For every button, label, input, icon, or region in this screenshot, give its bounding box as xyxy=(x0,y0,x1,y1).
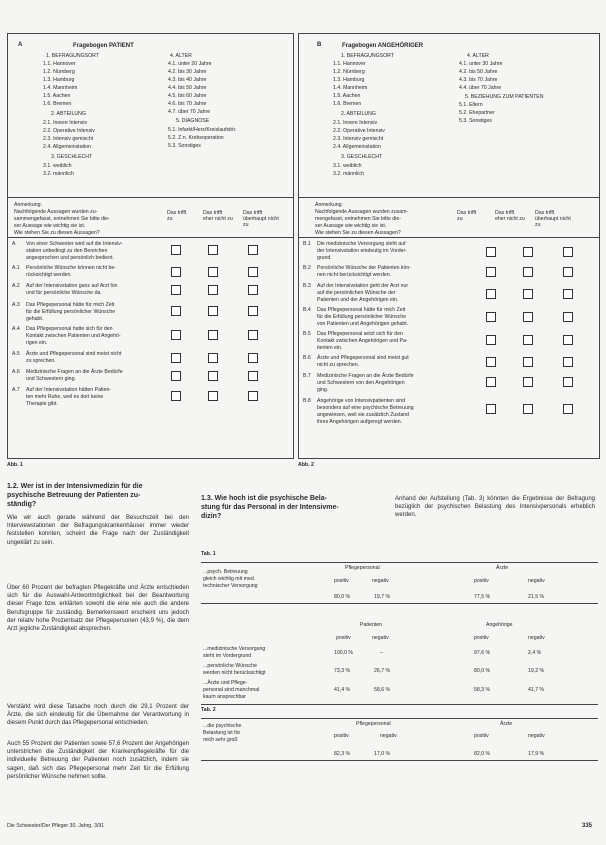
fig-b-letter: B xyxy=(317,42,322,48)
checkbox-a-0-3[interactable] xyxy=(248,245,258,255)
section-1-2-para: Über 60 Prozent der befragten Pflegekräfte und Ärzte entschieden sich für die Auswahl-Antwortmöglichkeit bei der Beantwortung dieser Frage bzw. erklärten sowohl die eine wie auch die andere Berufsgruppe für zuständig. Bemerkenswert erscheint uns jedoch der relativ hohe Prozentsatz der Pflegepersonen (43,9 %), die dem Arzt jegliche Zuständigkeit absprechen. xyxy=(7,585,189,633)
tab1-value: 77,5 % xyxy=(474,594,491,600)
tab1-top-rule xyxy=(201,562,598,563)
tab2-value: 73,3 % xyxy=(334,668,351,674)
checkbox-b-6-3[interactable] xyxy=(563,377,573,387)
tab1-label: Tab. 1 xyxy=(201,551,216,557)
tab1-group-1: Pflegepersonal xyxy=(345,565,380,571)
checkbox-a-4-2[interactable] xyxy=(208,330,218,340)
checkbox-b-1-3[interactable] xyxy=(563,267,573,277)
section-1-2-para: Wie wir auch gerade während der Besuchszeit bei den Interviewstationen der Befragungskrankenhäuser immer wieder feststellen konnten, scheint die Frage nach der Zuständigkeit ungeklärt zu sein. xyxy=(7,515,189,546)
fig-b-caption: Abb. 2 xyxy=(298,462,314,468)
checkbox-a-4-3[interactable] xyxy=(248,330,258,340)
fig-b-title: Fragebogen ANGEHÖRIGER xyxy=(342,43,424,49)
tab2-value: 2,4 % xyxy=(528,650,542,656)
checkbox-b-1-2[interactable] xyxy=(523,267,533,277)
tab2-value: 41,7 % xyxy=(528,687,545,693)
figure-b: B Fragebogen ANGEHÖRIGER 1. BEFRAGUNGSORT 1.1. Hannover 1.2. Nürnberg 1.3. Hamburg 1.4. Mannheim 1.5. Aachen 1.6. Bremen 2. ABTEILUNG 2.1. Innere Intensiv 2.2. Operative Intensiv 2.3. Intensiv gemischt 2.4. Allgemeinstation 3. GESCHLECHT 3.1. weiblich 3.2. männlich 4. ALTER 4.1. unter 30 Jahre 4.2. bis 50 Jahre 4.3. bis 70 Jahre 4.4. über 70 Jahre 5. BEZIEHUNG ZUM PATIENTEN 5.1. Eltern 5.2. Ehepartner 5.3. Sonstiges Anmerkung: Nachfolgende Aussagen wurden zusam- mengefasst, entnehmen Sie bitte die- ser Aussage wie wichtig sie ist. Wie stehen Sie zu diesen Aussagen? Das trifft zu Das trifft eher nicht zu Das trifft überhaupt nicht zu B.1 Die medizinische Versorgung steht auf der Intensivstation eindeutig im Vorder- grund. B.2 Persönliche Wünsche der Patienten kön- nen nicht berücksichtigt werden. B.3 Auf der Intensivstation geht der Arzt nur auf die persönlichen Wünsche der Patienten und der Angehörigen ein. B.4 Das Pflegepersonal hätte für mich Zeit für die Erfüllung persönlicher Wünsche von Patienten und Angehörigen gehabt. B.5 Das Pflegepersonal setzt sich für den Kontakt zwischen Angehörigen und Pa- tienten ein. B.6 Ärzte und Pflegepersonal sind meist gut nicht zu sprechen. B.7 Medizinische Fragen an die Ärzte Bedürfe und Schwestern von den Angehörigen ging. B.8 Angehörige von Intensivpatienten sind besonders auf eine psychische Betreuung angewiesen, weil sie zusätzlich Zustand ihres Angehörigen aufgeregt werden. xyxy=(298,33,600,459)
tab3-group-1: Pflegepersonal xyxy=(356,721,391,727)
tab1-value: 19,7 % xyxy=(374,594,391,600)
checkbox-a-1-2[interactable] xyxy=(208,267,218,277)
checkbox-a-4-1[interactable] xyxy=(171,330,181,340)
checkbox-b-5-3[interactable] xyxy=(563,357,573,367)
checkbox-a-6-3[interactable] xyxy=(248,371,258,381)
tab2-sub: positiv xyxy=(474,635,489,641)
fig-a-head-line xyxy=(8,237,293,238)
tab3-sub: negativ xyxy=(528,733,545,739)
checkbox-a-1-3[interactable] xyxy=(248,267,258,277)
checkbox-b-7-2[interactable] xyxy=(523,404,533,414)
tab2-value: 19,2 % xyxy=(528,668,545,674)
fig-b-head-line xyxy=(299,237,599,238)
tab2-value: 41,4 % xyxy=(334,687,351,693)
checkbox-b-3-1[interactable] xyxy=(486,312,496,322)
tab1-sub: negativ xyxy=(372,578,389,584)
footer-journal: Die Schwester/Der Pfleger 30. Jahrg. 3/91 xyxy=(7,823,105,829)
checkbox-b-1-1[interactable] xyxy=(486,267,496,277)
tab2-sub: negativ xyxy=(372,635,389,641)
checkbox-b-7-3[interactable] xyxy=(563,404,573,414)
tab2-value: 80,0 % xyxy=(474,668,491,674)
fig-b-head-2: Das trifft eher nicht zu xyxy=(495,210,525,222)
checkbox-a-6-2[interactable] xyxy=(208,371,218,381)
checkbox-a-7-2[interactable] xyxy=(208,391,218,401)
tab2-bottom-rule xyxy=(201,704,598,705)
tab2-sub: negativ xyxy=(528,635,545,641)
tab2-value: – xyxy=(380,650,383,656)
tab2-sub: positiv xyxy=(336,635,351,641)
fig-a-sec1: 1. BEFRAGUNGSORT xyxy=(46,53,99,59)
checkbox-a-7-1[interactable] xyxy=(171,391,181,401)
checkbox-b-2-2[interactable] xyxy=(523,289,533,299)
tab2-label: Tab. 2 xyxy=(201,707,216,713)
fig-b-head-3: Das trifft überhaupt nicht zu xyxy=(535,210,571,228)
tab1-bottom-rule xyxy=(201,603,598,604)
tab3-value: 82,3 % xyxy=(334,751,351,757)
checkbox-b-4-2[interactable] xyxy=(523,335,533,345)
tab1-sub: positiv xyxy=(474,578,489,584)
page-number: 335 xyxy=(582,823,593,829)
checkbox-a-3-1[interactable] xyxy=(171,306,181,316)
checkbox-a-6-1[interactable] xyxy=(171,371,181,381)
checkbox-a-5-1[interactable] xyxy=(171,353,181,363)
checkbox-a-5-3[interactable] xyxy=(248,353,258,363)
section-1-2-para: Verstärkt wird diese Tatsache noch durch die 29,1 Prozent der Ärzte, die sich eindeutig für die Übernahme der Verantwortung in diesem Punkt durch das Pflegepersonal entschieden. xyxy=(7,704,189,727)
tab3-value: 17,0 % xyxy=(374,751,391,757)
checkbox-b-3-2[interactable] xyxy=(523,312,533,322)
checkbox-a-0-2[interactable] xyxy=(208,245,218,255)
checkbox-b-6-2[interactable] xyxy=(523,377,533,387)
checkbox-b-7-1[interactable] xyxy=(486,404,496,414)
figure-a: A Fragebogen PATIENT 1. BEFRAGUNGSORT 1.1. Hannover 1.2. Nürnberg 1.3. Hamburg 1.4. Mannheim 1.5. Aachen 1.6. Bremen 2. ABTEILUNG 2.1. Innere Intensiv 2.2. Operative Intensiv 2.3. Intensiv gemischt 2.4. Allgemeinstation 3. GESCHLECHT 3.1. weiblich 3.2. männlich 4. ALTER 4.1. unter 20 Jahre 4.2. bis 30 Jahre 4.3. bis 40 Jahre 4.4. bis 50 Jahre 4.5. bis 60 Jahre 4.6. bis 70 Jahre 4.7. über 70 Jahre 5. DIAGNOSE 5.1. Infarkt/Herz/Kreislaufstör. 5.2. Z.n. Krebsoperation 5.3. Sonstiges Anmerkung: Nachfolgende Aussagen wurden zu- sammengefasst, entnehmen Sie bitte die- ser Aussage wie wichtig sie ist. Wie stehen Sie zu diesen Aussagen? Das trifft zu Das trifft eher nicht zu Das trifft überhaupt nicht zu A Von einer Schwester wird auf die Intensiv- station unbedingt zu den Bereichen angesprochen und persönlich bedient. A.1 Persönliche Wünsche können nicht be- rücksichtigt werden. A.2 Auf der Intensivstation ganz auf Arzt hin und für persönliche Wünsche da. A.3 Das Pflegepersonal hätte für mich Zeit für die Erfüllung persönlicher Wünsche gehabt. A.4 Das Pflegepersonal hatte sich für den Kontakt zwischen Patienten und Angehö- rigen ein. A.5 Ärzte und Pflegepersonal sind meist nicht zu sprechen. A.6 Medizinische Fragen an die Ärzte Bedürfe und Schwestern ging. A.7 Auf der Intensivstation hätten Patien- ten mehr Ruhe, weil es dort keine Therapie gibt. xyxy=(7,33,294,459)
fig-a-head-3: Das trifft überhaupt nicht zu xyxy=(243,210,279,228)
tab2-group-1: Patienten xyxy=(360,622,382,628)
checkbox-a-3-2[interactable] xyxy=(208,306,218,316)
fig-a-letter: A xyxy=(18,42,23,48)
tab2-group-2: Angehörige xyxy=(486,622,513,628)
tab2-value: 26,7 % xyxy=(374,668,391,674)
fig-b-sec1: 1. BEFRAGUNGSORT xyxy=(341,53,394,59)
checkbox-a-2-2[interactable] xyxy=(208,285,218,295)
tab2-value: 100,0 % xyxy=(334,650,354,656)
checkbox-a-0-1[interactable] xyxy=(171,245,181,255)
tab3-value: 17,9 % xyxy=(528,751,545,757)
tab1-sub: positiv xyxy=(334,578,349,584)
checkbox-a-2-1[interactable] xyxy=(171,285,181,295)
checkbox-b-5-2[interactable] xyxy=(523,357,533,367)
checkbox-a-3-3[interactable] xyxy=(248,306,258,316)
fig-a-title: Fragebogen PATIENT xyxy=(73,43,134,49)
checkbox-b-5-1[interactable] xyxy=(486,357,496,367)
tab3-sub: positiv xyxy=(334,733,349,739)
checkbox-a-7-3[interactable] xyxy=(248,391,258,401)
fig-a-head-1: Das trifft zu xyxy=(167,210,187,222)
tab1-sub: negativ xyxy=(528,578,545,584)
fig-a-head-2: Das trifft eher nicht zu xyxy=(203,210,233,222)
fig-a-sec4: 4. ALTER xyxy=(170,53,192,59)
tab2-value: 97,6 % xyxy=(474,650,491,656)
fig-b-head-1: Das trifft zu xyxy=(457,210,477,222)
tab2-value: 58,3 % xyxy=(474,687,491,693)
tab3-sub: negativ xyxy=(380,733,397,739)
checkbox-b-4-1[interactable] xyxy=(486,335,496,345)
section-1-3-text: Anhand der Aufstellung (Tab. 3) könnten die Ergebnisse der Befragung bezüglich der psychischen Belastung des Intensivpersonals erheblich werden. xyxy=(395,496,595,519)
tab3-top-rule xyxy=(201,718,598,719)
checkbox-b-6-1[interactable] xyxy=(486,377,496,387)
checkbox-b-2-3[interactable] xyxy=(563,289,573,299)
tab3-sub: positiv xyxy=(474,733,489,739)
tab1-value: 80,0 % xyxy=(334,594,351,600)
checkbox-a-1-1[interactable] xyxy=(171,267,181,277)
tab3-bottom-rule xyxy=(201,760,598,761)
tab3-group-2: Ärzte xyxy=(500,721,513,727)
tab2-value: 58,6 % xyxy=(374,687,391,693)
checkbox-b-0-1[interactable] xyxy=(486,247,496,257)
tab1-group-2: Ärzte xyxy=(496,565,509,571)
checkbox-a-2-3[interactable] xyxy=(248,285,258,295)
checkbox-b-2-1[interactable] xyxy=(486,289,496,299)
section-1-2-para: Auch 55 Prozent der Patienten sowie 57,6 Prozent der Angehörigen unterstrichen die Zuständigkeit der Krankenpflegekräfte für die individuelle Betreuung der Patienten noch zusätzlich, indem sie sagen, daß sich das Pflegepersonal mehr Zeit für die Erfüllung persönlicher Wünsche nehmen sollte. xyxy=(7,741,189,780)
checkbox-b-0-3[interactable] xyxy=(563,247,573,257)
fig-a-caption: Abb. 1 xyxy=(7,462,23,468)
fig-a-divider xyxy=(8,197,293,198)
checkbox-b-0-2[interactable] xyxy=(523,247,533,257)
fig-b-sec4: 4. ALTER xyxy=(467,53,489,59)
checkbox-b-4-3[interactable] xyxy=(563,335,573,345)
checkbox-b-3-3[interactable] xyxy=(563,312,573,322)
tab1-value: 21,5 % xyxy=(528,594,545,600)
tab3-value: 82,0 % xyxy=(474,751,491,757)
fig-b-divider xyxy=(299,197,599,198)
checkbox-a-5-2[interactable] xyxy=(208,353,218,363)
